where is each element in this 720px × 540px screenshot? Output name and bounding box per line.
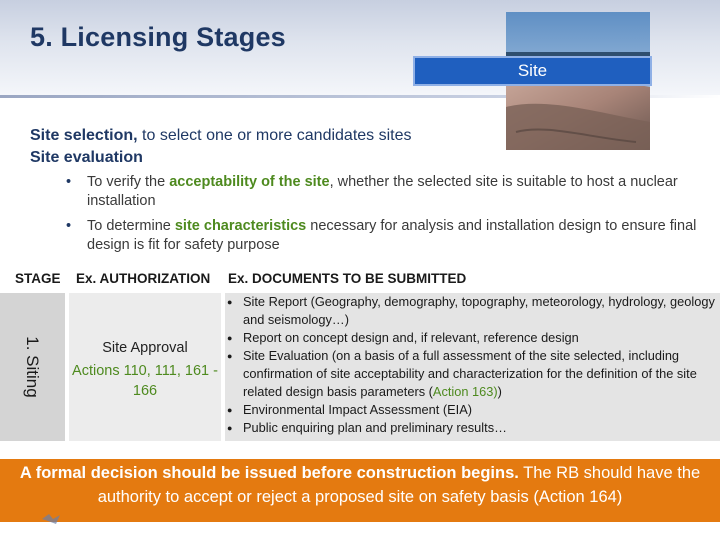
bullet-dot-icon: ● [227,405,233,415]
header-authorization: Ex. AUTHORIZATION [76,271,211,286]
bullet-text-pre: To determine [87,218,175,234]
header-stage: STAGE [15,271,61,286]
document-text: Site Report (Geography, demography, topography, meteorology, hydrology, geology and seismology…) [243,294,715,327]
site-label: Site [413,56,652,86]
intro-line-2 [30,147,412,169]
slide-title: 5. Licensing Stages [30,22,286,52]
footer-banner [0,459,720,522]
documents-list [225,293,715,437]
stage-label: 1. Siting [23,336,42,398]
bullet-dot-icon: ● [227,423,233,433]
document-item [225,419,715,437]
bullet-highlight: site characteristics [174,218,307,234]
bullet-dot-icon: • [66,174,72,190]
document-item [225,293,715,329]
document-action-close: ) [497,384,502,399]
authorization-cell [69,293,221,441]
document-text: Public enquiring plan and preliminary results… [243,420,507,435]
bullet-item [66,217,706,255]
document-item [225,347,715,401]
footer-rest: The RB should have the authority to accept or reject a proposed site on safety basis (Action 164) [97,464,701,506]
document-item [225,329,715,347]
bullet-dot-icon: ● [227,351,233,361]
bullet-dot-icon: ● [227,297,233,307]
authorization-actions: Actions 110, 111, 161 - 166 [72,363,218,399]
table-row [0,293,720,441]
table-header-row [10,270,715,288]
logo-icon [40,512,62,526]
intro-line-1 [30,125,412,147]
intro-bold: Site selection, [30,127,138,144]
document-text: Environmental Impact Assessment (EIA) [243,402,473,417]
bullet-text-pre: To verify the [87,174,170,190]
documents-cell [225,293,720,441]
document-text: Site Evaluation (on a basis of a full assessment of the site selected, including confirmation of site acceptability and characterization for the definition of the site related design basis parameters ( [243,348,697,399]
document-text: Report on concept design and, if relevant, reference design [243,330,579,345]
bullet-text-post: , whether the selected site is suitable to host a nuclear installation [87,174,678,209]
bullet-text-post: necessary for analysis and installation design to ensure final design is fit for safety purpose [87,218,697,253]
authorization-title: Site Approval [102,340,188,356]
bullet-dot-icon: ● [227,333,233,343]
bullet-list [66,173,706,261]
footer-bold: A formal decision should be issued before construction begins. [19,464,519,482]
document-action-ref: Action 163) [432,384,498,399]
intro-line-2-text: Site evaluation [30,149,143,166]
bullet-highlight: acceptability of the site [169,174,330,190]
bullet-item [66,173,706,211]
intro-text [30,125,412,169]
bullet-dot-icon: • [66,218,72,234]
intro-rest: to select one or more candidates sites [137,127,412,144]
document-item [225,401,715,419]
footer-text [0,461,720,509]
header-documents: Ex. DOCUMENTS TO BE SUBMITTED [228,271,467,286]
stage-cell [0,293,65,441]
